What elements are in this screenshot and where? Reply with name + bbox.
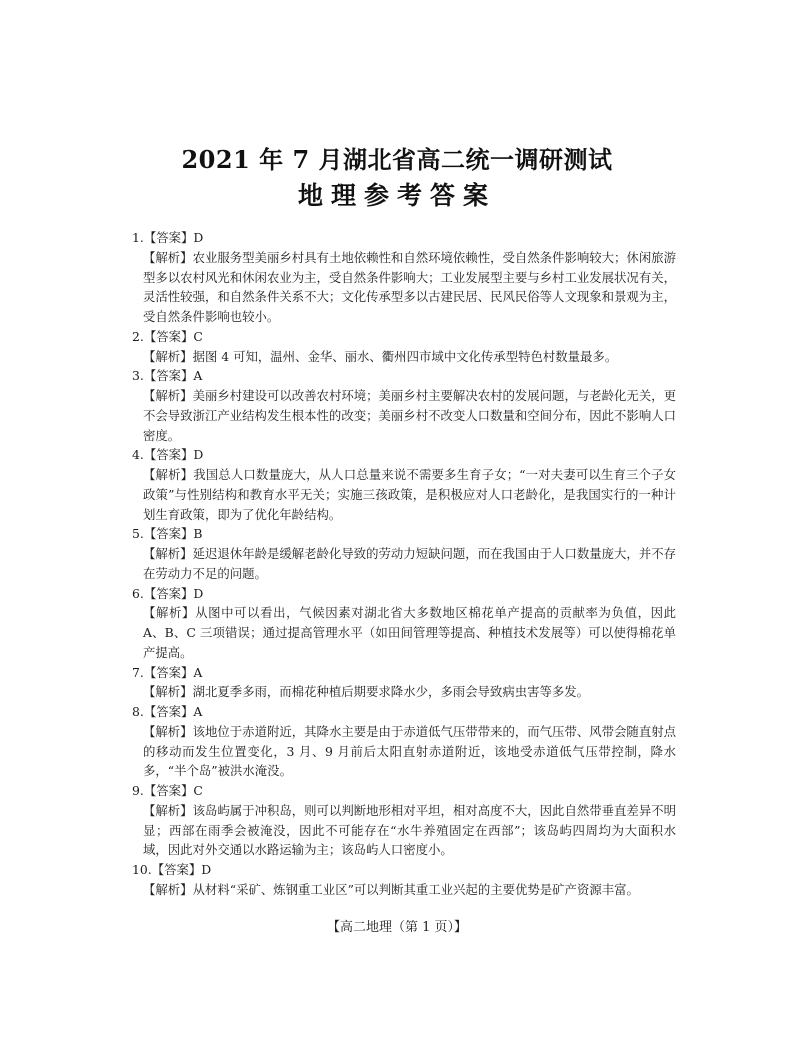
analysis-paragraph (143, 722, 676, 781)
answer-value: A (193, 704, 203, 719)
question-number: 4. (132, 447, 144, 463)
question-item (132, 228, 676, 327)
answer-line (132, 327, 676, 347)
answer-label: 【答案】 (143, 368, 194, 384)
analysis-label: 【解析】 (143, 802, 193, 818)
document-subtitle: 地理参考答案 (297, 181, 496, 210)
answer-line (132, 702, 676, 722)
analysis-text: 该岛屿属于冲积岛，则可以判断地形相对平坦，相对高度不大，因此自然带垂直差异不明显；西部在雨季会被淹没，因此不可能存在“水牛养殖固定在西部”；该岛屿四周均为大面积水域，因此对外交通以水路运输为主；该岛屿人口密度小。 (143, 802, 677, 858)
answer-value: D (193, 585, 204, 601)
analysis-text: 据图 4 可知，温州、金华、丽水、衢州四市域中文化传承型特色村数量最多。 (192, 348, 618, 364)
question-item (132, 524, 676, 583)
answer-value: C (193, 783, 203, 798)
analysis-paragraph (143, 386, 676, 445)
answer-label: 【答案】 (143, 447, 194, 463)
answer-line (132, 366, 676, 386)
question-item (132, 781, 676, 860)
page-footer: 【高二地理（第 1 页）】 (326, 920, 468, 935)
analysis-paragraph (143, 880, 676, 900)
question-number: 2. (132, 328, 144, 344)
analysis-label: 【解析】 (143, 723, 193, 739)
question-number: 8. (132, 704, 144, 719)
answer-value: D (193, 447, 204, 463)
question-item (132, 702, 676, 781)
question-number: 1. (132, 230, 144, 245)
answer-line (132, 663, 676, 683)
analysis-label: 【解析】 (143, 249, 193, 265)
analysis-label: 【解析】 (143, 684, 193, 700)
analysis-paragraph (143, 465, 676, 524)
analysis-paragraph (143, 603, 676, 662)
analysis-label: 【解析】 (143, 605, 196, 621)
answer-label: 【答案】 (143, 704, 194, 719)
question-number: 5. (132, 526, 144, 542)
answer-value: C (193, 328, 203, 344)
answer-line (132, 445, 676, 465)
analysis-paragraph (143, 544, 676, 584)
answer-line (132, 524, 676, 544)
analysis-paragraph (143, 682, 676, 702)
analysis-label: 【解析】 (143, 348, 193, 364)
analysis-label: 【解析】 (143, 388, 193, 403)
analysis-paragraph (143, 347, 676, 367)
answer-list (132, 228, 676, 900)
question-item (132, 584, 676, 663)
analysis-text: 从材料“采矿、炼钢重工业区”可以判断其重工业兴起的主要优势是矿产资源丰富。 (192, 881, 639, 897)
answer-value: A (193, 664, 203, 680)
answer-label: 【答案】 (143, 783, 194, 798)
answer-label: 【答案】 (143, 230, 194, 245)
analysis-label: 【解析】 (143, 467, 194, 482)
analysis-text: 延迟退休年龄是缓解老龄化导致的劳动力短缺问题，而在我国由于人口数量庞大，并不存在劳动力不足的问题。 (143, 546, 677, 581)
analysis-text: 从图中可以看出，气候因素对湖北省大多数地区棉花单产提高的贡献率为负值，因此 A、B、C 三项错误；通过提高管理水平（如田间管理等提高、种植技术发展等）可以使得棉花单产提高。 (143, 605, 677, 660)
answer-label: 【答案】 (143, 664, 194, 680)
question-item (132, 445, 676, 524)
analysis-paragraph (143, 801, 676, 860)
answer-value: D (201, 862, 212, 877)
question-item (132, 366, 676, 445)
analysis-text: 该地位于赤道附近，其降水主要是由于赤道低气压带带来的，而气压带、风带会随直射点的移动而发生位置变化，3 月、9 月前后太阳直射赤道附近，该地受赤道低气压带控制，降水多，“半个岛”被洪水淹没。 (143, 723, 677, 779)
analysis-label: 【解析】 (143, 881, 193, 897)
answer-label: 【答案】 (143, 526, 194, 542)
analysis-text: 湖北夏季多雨，而棉花种植后期要求降水少，多雨会导致病虫害等多发。 (192, 684, 590, 700)
answer-value: A (193, 368, 203, 384)
question-number: 3. (132, 368, 144, 384)
question-item (132, 663, 676, 703)
answer-line (132, 584, 676, 604)
answer-line (132, 860, 676, 880)
question-number: 6. (132, 585, 144, 601)
analysis-label: 【解析】 (143, 546, 193, 561)
analysis-text: 美丽乡村建设可以改善农村环境；美丽乡村主要解决农村的发展问题，与老龄化无关，更不会导致浙江产业结构发生根本性的改变；美丽乡村不改变人口数量和空间分布，因此不影响人口密度。 (143, 388, 677, 443)
answer-label: 【答案】 (151, 862, 202, 877)
answer-line (132, 781, 676, 801)
analysis-text: 农业服务型美丽乡村具有土地依赖性和自然环境依赖性，受自然条件影响较大；休闲旅游型多以农村风光和休闲农业为主，受自然条件影响大；工业发展型主要与乡村工业发展状况有关，灵活性较强，和自然条件关系不大；文化传承型多以古建民居、民风民俗等人文现象和景观为主，受自然条件影响也较小。 (143, 249, 677, 324)
analysis-text: 我国总人口数量庞大，从人口总量来说不需要多生育子女；“一对夫妻可以生育三个子女政策”与性别结构和教育水平无关；实施三孩政策，是积极应对人口老龄化，是我国实行的一种计划生育政策，即为了优化年龄结构。 (143, 467, 677, 522)
question-item (132, 860, 676, 900)
answer-label: 【答案】 (143, 328, 194, 344)
answer-value: B (193, 526, 203, 542)
analysis-paragraph (143, 248, 676, 327)
question-number: 10. (132, 862, 152, 877)
question-item (132, 327, 676, 367)
question-number: 7. (132, 664, 144, 680)
answer-value: D (193, 230, 204, 245)
answer-line (132, 228, 676, 248)
document-title: 2021 年 7 月湖北省高二统一调研测试 (181, 145, 613, 174)
answer-label: 【答案】 (143, 585, 194, 601)
question-number: 9. (132, 783, 144, 798)
